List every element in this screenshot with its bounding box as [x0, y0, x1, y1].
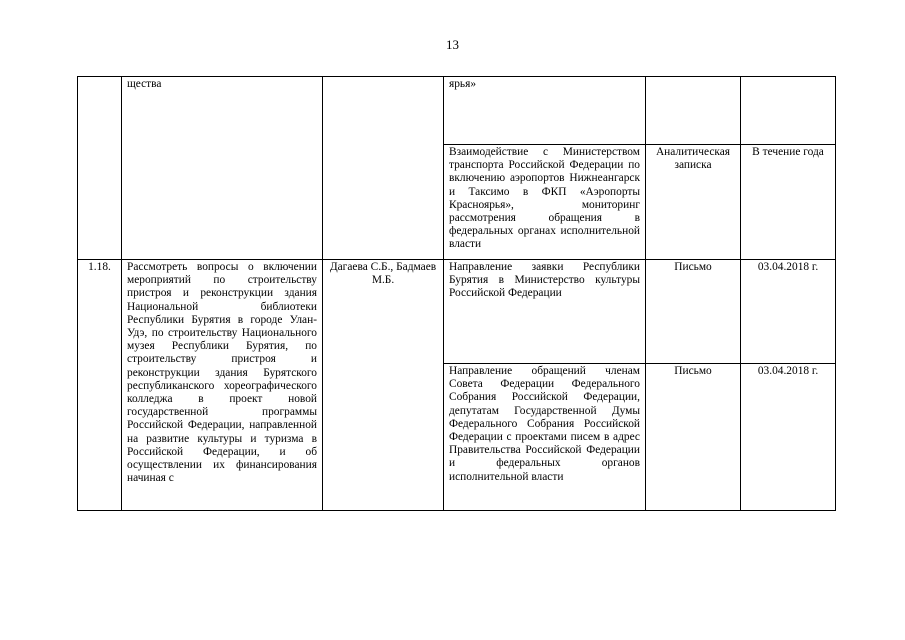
responsible-text: Дагаева С.Б., Бадмаев М.Б.: [329, 261, 437, 287]
action-text: ярья»: [449, 78, 477, 90]
task-cell: [122, 77, 323, 260]
term-cell: [741, 364, 836, 511]
form-text: Письмо: [674, 261, 712, 273]
plan-table: [77, 76, 836, 511]
term-cell: [741, 77, 836, 145]
action-cell: [444, 364, 646, 511]
action-text: Направление заявки Республики Бурятия в Министерство культуры Российской Федерации: [449, 261, 640, 300]
table-row: [78, 77, 836, 145]
table-row: [78, 260, 836, 364]
term-cell: [741, 145, 836, 260]
page-number: 13: [446, 37, 459, 52]
responsible-cell: [323, 260, 444, 511]
term-text: 03.04.2018 г.: [757, 365, 819, 377]
term-text: 03.04.2018 г.: [757, 261, 819, 273]
action-text: Направление обращений членам Совета Федерации Федерального Собрания Российской Федерации, депутатам Государственной Думы Федерального Собрания Российской Федерации с проектами писем в адрес Правительства Российской Федерации и федеральных органов исполнительной власти: [449, 365, 640, 483]
form-text: Аналитическая записка: [655, 146, 731, 172]
task-text: Рассмотреть вопросы о включении мероприятий по строительству пристроя и реконструкции здания Национальной библиотеки Республики Бурятия в городе Улан-Удэ, по строительству Национального музея Республики Бурятия, по строительству пристроя и реконструкции здания Бурятского республиканского хореографического колледжа в проект новой государственной программы Российской Федерации, направленной на развитие культуры и туризма в Российской Федерации, и об осуществлении их финансирования начиная с: [127, 261, 317, 485]
action-text: Взаимодействие с Министерством транспорта Российской Федерации по включению аэропортов Нижнеангарск и Таксимо в ФКП «Аэропорты Красноярья», мониторинг рассмотрения обращения в федеральных органах исполнительной власти: [449, 146, 640, 251]
form-cell: [646, 364, 741, 511]
action-cell: [444, 260, 646, 364]
action-cell: [444, 77, 646, 145]
form-cell: [646, 77, 741, 145]
item-number-cell: [78, 260, 122, 511]
task-text: щества: [127, 78, 162, 90]
form-cell: [646, 260, 741, 364]
item-number: 1.18.: [88, 261, 111, 273]
form-text: Письмо: [674, 365, 712, 377]
responsible-cell: [323, 77, 444, 260]
form-cell: [646, 145, 741, 260]
term-cell: [741, 260, 836, 364]
action-cell: [444, 145, 646, 260]
term-text: В течение года: [752, 146, 824, 158]
task-cell: [122, 260, 323, 511]
item-number-cell: [78, 77, 122, 260]
